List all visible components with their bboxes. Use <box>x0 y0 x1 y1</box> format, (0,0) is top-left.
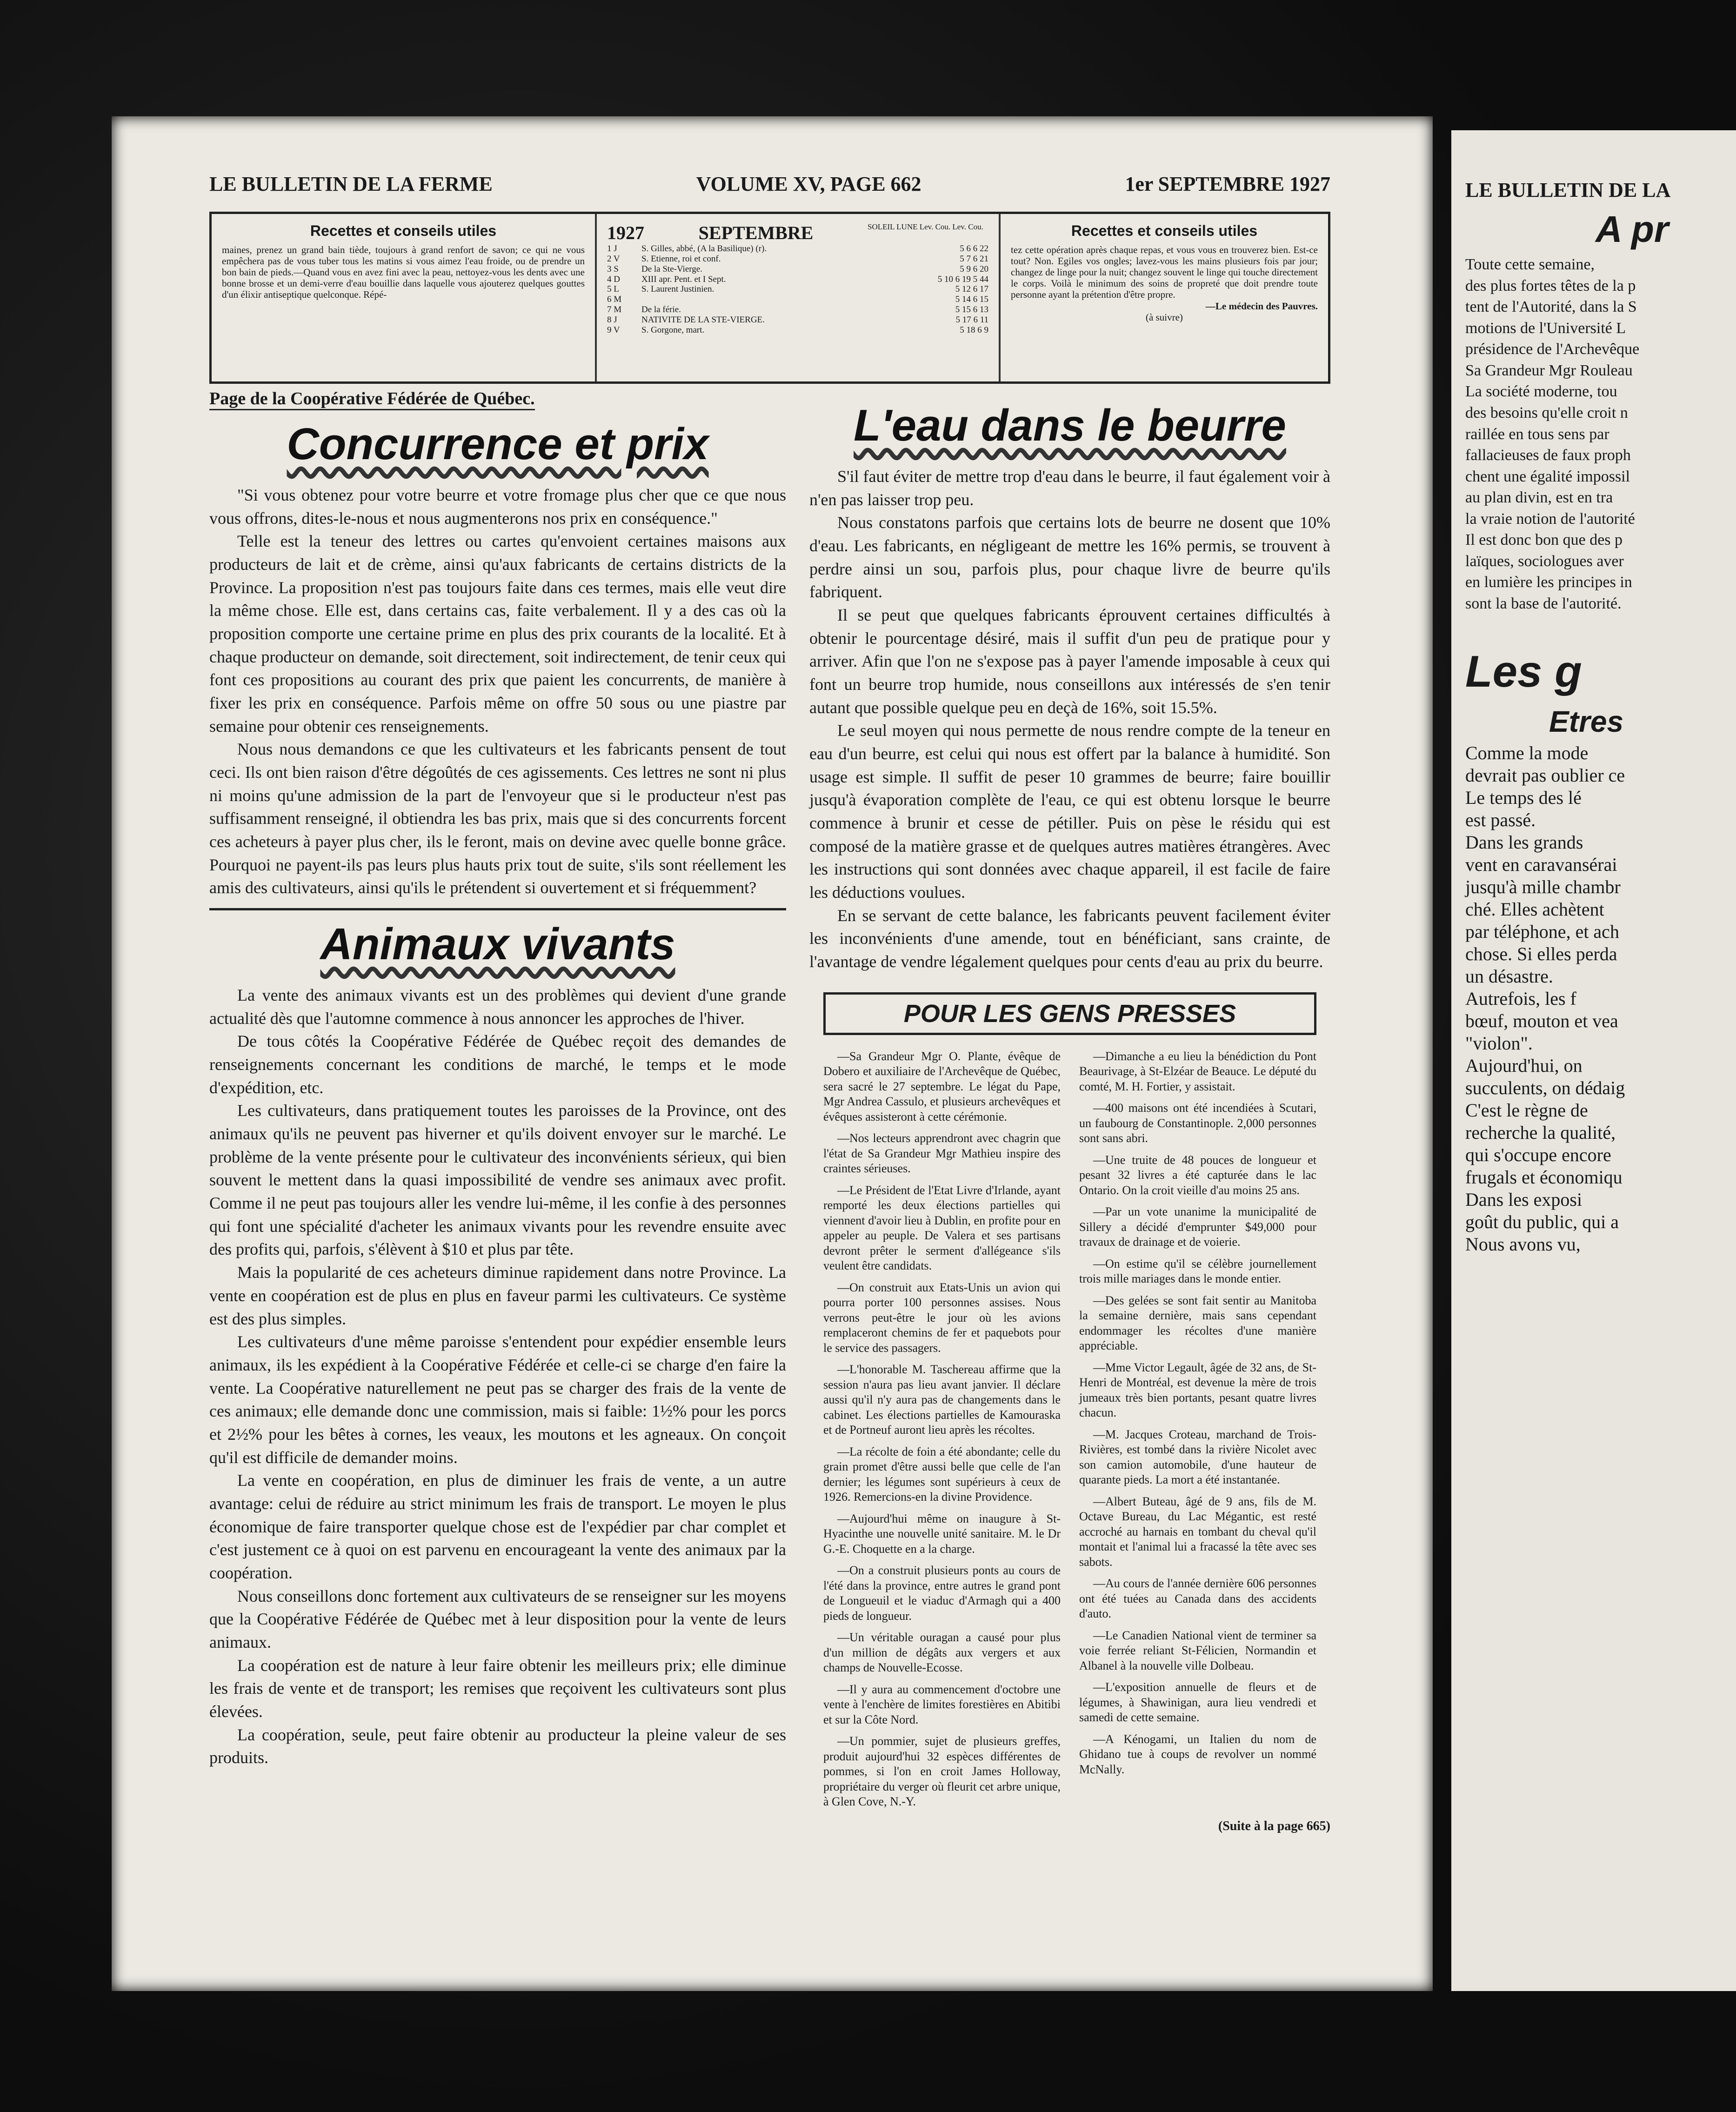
adjacent-line: sont la base de l'autorité. <box>1465 595 1622 612</box>
calendar-saint <box>641 294 951 305</box>
article1-title: Concurrence et prix <box>287 419 709 469</box>
calendar <box>595 214 999 381</box>
calendar-day: 6 M <box>607 294 622 305</box>
recettes-right-signature: —Le médecin des Pauvres. <box>1205 300 1318 312</box>
adjacent-line: bœuf, mouton et vea <box>1465 1010 1618 1031</box>
adjacent-line: devrait pas oublier ce <box>1465 764 1625 786</box>
masthead-date: 1er SEPTEMBRE 1927 <box>1125 173 1330 195</box>
pc1-paragraph: —La récolte de foin a été abondante; celle du grain promet d'être aussi belle que celle de l'an dernier; les légumes sont supérieurs à ceux de 1926. Remercions-en la divine Providence. <box>823 1444 1061 1504</box>
a2-paragraph: De tous côtés la Coopérative Fédérée de Québec reçoit des demandes de renseignements concernant les conditions de marché, le temps et le mode d'expédition, etc. <box>209 1032 786 1097</box>
adjacent-line: Nous avons vu, <box>1465 1233 1581 1255</box>
pc1-paragraph: —On construit aux Etats-Unis un avion qui pourra porter 100 personnes assises. Nous verrons peut-être le jour où les avions remplaceront chemins de fer et paquebots pour le service des passagers. <box>823 1280 1061 1355</box>
pc1-paragraph: —On a construit plusieurs ponts au cours de l'été dans la province, entre autres le grand pont de Longueuil et le viaduc d'Armagh qui a 400 pieds de longueur. <box>823 1564 1061 1623</box>
a2-paragraph: La vente des animaux vivants est un des problèmes qui devient d'une grande actualité dès que l'automne commence à nous annoncer les approches de l'hiver. <box>209 986 786 1028</box>
article3-body <box>809 465 1330 974</box>
recettes-right-title: Recettes et conseils utiles <box>1071 222 1258 239</box>
calendar-day: 3 S <box>607 264 619 274</box>
pc2-paragraph: —400 maisons ont été incendiées à Scutari, un faubourg de Constantinople. 2,000 personnes sont sans abri. <box>1079 1101 1316 1145</box>
article2-body <box>209 984 786 1770</box>
adjacent-line: au plan divin, est en tra <box>1465 489 1613 507</box>
presses-columns <box>809 1049 1330 1816</box>
pc1-paragraph: —Aujourd'hui même on inaugure à St-Hyacinthe une nouvelle unité sanitaire. M. le Dr G.-E. Choquette en a la charge. <box>823 1511 1061 1556</box>
a2-paragraph: La vente en coopération, en plus de diminuer les frais de vente, a un autre avantage: celui de réduire au strict minimum les frais de transport. Le moyen le plus économique de faire transporter quelque chose est de l'expédier par char complet et c'est justement ce à quoi on est parvenu en encourageant la vente des animaux par la coopération. <box>209 1471 786 1582</box>
adjacent-line: Aujourd'hui, on <box>1465 1055 1582 1076</box>
calendar-day: 9 V <box>607 325 620 335</box>
adjacent-line: Toute cette semaine, <box>1465 256 1595 274</box>
adjacent-line: la vraie notion de l'autorité <box>1465 510 1635 528</box>
calendar-month: SEPTEMBRE <box>698 222 814 243</box>
presses-col1 <box>823 1049 1061 1816</box>
pc1-paragraph: —Il y aura au commencement d'octobre une vente à l'enchère de limites forestières en Abitibi et sur la Côte Nord. <box>823 1682 1061 1726</box>
a2-paragraph: Les cultivateurs d'une même paroisse s'entendent pour expédier ensemble leurs animaux, ils les expédient à la Coopérative Fédérée et celle-ci se charge d'en faire la vente. La Coopérative naturellement ne peut pas se charger des frais de la vente de ces animaux; elle demande donc une commission, mais si faible: 1½% pour les porcs et 2½% pour les bêtes à cornes, les veaux, les moutons et les agneaux. On conçoit qu'il est difficile de demander moins. <box>209 1332 786 1467</box>
adjacent-line: par téléphone, et ach <box>1465 921 1619 942</box>
calendar-cols: SOLEIL LUNE Lev. Cou. Lev. Cou. <box>868 222 983 231</box>
adjacent-line: "violon". <box>1465 1032 1533 1054</box>
calendar-times: 5 9 6 20 <box>960 264 988 274</box>
left-column <box>209 414 786 1954</box>
pc2-paragraph: —Le Canadien National vient de terminer sa voie ferrée reliant St-Félicien, Normandin et Albanel à la nouvelle ville Dolbeau. <box>1079 1628 1316 1672</box>
a1-paragraph: Nous nous demandons ce que les cultivateurs et les fabricants pensent de tout ceci. Ils ont bien raison d'être dégoûtés de ces agissements. Ces lettres ne sont ni plus ni moins qu'une admission de la part de l'envoyeur que si le producteur n'est pas suffisamment renseigné, il obtiendra les bas prix, mais que si des concurrents forcent ces acheteurs à payer plus cher, ils le feront, mais on devine avec quelle bonne grâce. Pourquoi ne payent-ils pas leurs plus hauts prix tout de suite, s'ils sont réellement les amis des cultivateurs, ainsi qu'ils le prétendent si ouvertement et si fréquemment? <box>209 740 786 897</box>
a3-paragraph: Le seul moyen qui nous permette de nous rendre compte de la teneur en eau d'un beurre, est celui qui nous est offert par la balance à humidité. Son usage est simple. Il suffit de peser 10 grammes de beurre; faire bouillir jusqu'à évaporation complète de l'eau, ce qui est obtenu lorsque le beurre commence à brunir et cesse de pétiller. Puis on pèse le résidu qui est composé de la matière grasse et de quelques autres matières étrangères. Avec les instructions qui sont données avec chaque appareil, il est facile de faire les déductions voulues. <box>809 721 1330 902</box>
pc2-paragraph: —Par un vote unanime la municipalité de Sillery a décidé d'emprunter $49,000 pour travaux de drainage et de voierie. <box>1079 1205 1316 1249</box>
a3-paragraph: Nous constatons parfois que certains lots de beurre ne dosent que 10% d'eau. Les fabricants, en négligeant de mettre les 16% permis, se trouvent à perdre ainsi un sou, parfois plus, pour chaque livre de beurre qu'ils fabriquent. <box>809 513 1330 602</box>
calendar-row <box>607 264 988 274</box>
adjacent-lines <box>1465 254 1736 614</box>
calendar-times: 5 6 6 22 <box>960 244 988 254</box>
a2-paragraph: La coopération, seule, peut faire obtenir au producteur la pleine valeur de ses produits. <box>209 1725 786 1767</box>
calendar-row <box>607 294 988 305</box>
calendar-rows <box>607 244 988 335</box>
adjacent-line: raillée en tous sens par <box>1465 425 1609 443</box>
pc2-paragraph: —Au cours de l'année dernière 606 personnes ont été tuées au Canada dans des accidents d'auto. <box>1079 1577 1316 1621</box>
right-column <box>809 395 1330 1954</box>
adjacent-line: Sa Grandeur Mgr Rouleau <box>1465 361 1633 379</box>
adjacent-subtitle2: Etres <box>1549 705 1624 739</box>
recettes-left-title: Recettes et conseils utiles <box>310 222 497 239</box>
pc2-paragraph: —Dimanche a eu lieu la bénédiction du Pont Beaurivage, à St-Elzéar de Beauce. Le député du comté, M. H. Fortier, y assistait. <box>1079 1049 1316 1093</box>
adjacent-line: qui s'occupe encore <box>1465 1144 1611 1165</box>
adjacent-line: Autrefois, les f <box>1465 988 1576 1009</box>
adjacent-line: goût du public, qui a <box>1465 1211 1619 1232</box>
pc1-paragraph: —L'honorable M. Taschereau affirme que la session n'aura pas lieu avant janvier. Il déclare aussi qu'il n'y aura pas de changements dans le cabinet. Les élections partielles de Kamouraska et de Portneuf auront lieu après les récoltes. <box>823 1363 1061 1437</box>
adjacent-line: fallacieuses de faux proph <box>1465 447 1631 464</box>
masthead-volume: VOLUME XV, PAGE 662 <box>696 173 921 195</box>
presses-suite: (Suite à la page 665) <box>1218 1818 1330 1833</box>
pc1-paragraph: —Un véritable ouragan a causé pour plus d'un million de dégâts aux vergers et aux champs de Nouvelle-Ecosse. <box>823 1631 1061 1675</box>
calendar-day: 1 J <box>607 244 617 254</box>
recettes-left-text: maines, prenez un grand bain tiède, toujours à grand renfort de savon; ce qui ne vous empêchera pas de vous tuber tous les matins si vous aimez l'eau froide, ou de prendre un bon bain de pieds.—Quand vous en avez fini avec la peau, nettoyez-vous les dents avec une bonne brosse et un demi-verre d'eau bouillie dans laquelle vous ajouterez quelques gouttes d'un élixir antiseptique quelconque. Répé- <box>222 244 585 301</box>
pc2-paragraph: —A Kénogami, un Italien du nom de Ghidano tue à coups de revolver un nommé McNally. <box>1079 1732 1316 1776</box>
top-info-box <box>209 212 1330 384</box>
calendar-row <box>607 305 988 315</box>
adjacent-title: A pr <box>1596 208 1669 250</box>
calendar-saint: S. Gilles, abbé, (A la Basilique) (r). <box>641 244 767 254</box>
pc2-paragraph: —Albert Buteau, âgé de 9 ans, fils de M. Octave Bureau, du Lac Mégantic, est resté accroché au harnais en tombant du cheval qu'il montait et l'animal lui a fracassé la tête avec ses sabots. <box>1079 1494 1316 1569</box>
calendar-times: 5 15 6 13 <box>955 305 988 315</box>
adjacent-line: des plus fortes têtes de la p <box>1465 277 1636 294</box>
adjacent-masthead: LE BULLETIN DE LA <box>1465 179 1671 201</box>
pc1-paragraph: —Nos lecteurs apprendront avec chagrin que l'état de Sa Grandeur Mgr Mathieu inspire des craintes sérieuses. <box>823 1131 1061 1176</box>
calendar-day: 2 V <box>607 254 620 264</box>
calendar-row <box>607 254 988 264</box>
adjacent-page-text <box>1465 130 1736 1256</box>
adjacent-line: en lumière les principes in <box>1465 574 1632 591</box>
article3-title: L'eau dans le beurre <box>854 401 1286 450</box>
article2-title: Animaux vivants <box>320 919 675 969</box>
adjacent-line: succulents, on dédaig <box>1465 1077 1625 1098</box>
adjacent-line: frugals et économiqu <box>1465 1166 1622 1188</box>
recettes-right <box>999 214 1328 381</box>
adjacent-line: Comme la mode <box>1465 742 1589 763</box>
pc2-paragraph: —Une truite de 48 pouces de longueur et pesant 32 livres a été capturée dans le lac Ontario. On la croit vieille d'au moins 25 ans. <box>1079 1153 1316 1197</box>
adjacent-line: Dans les exposi <box>1465 1189 1582 1210</box>
pc2-paragraph: —M. Jacques Croteau, marchand de Trois-Rivières, est tombé dans la rivière Nicolet avec son camion automobile, d'une hauteur de quarante pieds. La mort a été instantanée. <box>1079 1427 1316 1487</box>
a2-paragraph: La coopération est de nature à leur faire obtenir les meilleurs prix; elle diminue les frais de vente et de transport; les remises que reçoivent les cultivateurs sont plus élevées. <box>209 1656 786 1721</box>
a2-paragraph: Mais la popularité de ces acheteurs diminue rapidement dans notre Province. La vente en coopération est de plus en plus en faveur parmi les cultivateurs. Ce système est des plus simples. <box>209 1263 786 1328</box>
adjacent-line: La société moderne, tou <box>1465 383 1617 401</box>
pc1-paragraph: —Un pommier, sujet de plusieurs greffes, produit aujourd'hui 32 espèces différentes de pommes, si l'on en croit James Holloway, propriétaire du verger où fleurit cet arbre unique, à Glen Cove, N.-Y. <box>823 1734 1061 1809</box>
adjacent-line: vent en caravansérai <box>1465 854 1617 875</box>
a1-paragraph: "Si vous obtenez pour votre beurre et votre fromage plus cher que ce que nous vous offrons, dites-le-nous et nous augmenterons nos prix en conséquence." <box>209 486 786 528</box>
calendar-row <box>607 325 988 335</box>
section-rule <box>209 908 786 910</box>
adjacent-line: recherche la qualité, <box>1465 1122 1616 1143</box>
adjacent-lines2 <box>1465 742 1736 1256</box>
calendar-times: 5 12 6 17 <box>955 284 988 294</box>
calendar-saint: S. Laurent Justinien. <box>641 284 714 294</box>
adjacent-line: laïques, sociologues aver <box>1465 552 1624 570</box>
adjacent-line: est passé. <box>1465 809 1536 830</box>
calendar-header <box>607 222 988 244</box>
calendar-times: 5 18 6 9 <box>960 325 988 335</box>
adjacent-line: des besoins qu'elle croit n <box>1465 404 1628 421</box>
calendar-saint: NATIVITE DE LA STE-VIERGE. <box>641 314 765 325</box>
calendar-day: 5 L <box>607 284 619 294</box>
a2-paragraph: Nous conseillons donc fortement aux cultivateurs de se renseigner sur les moyens que la Coopérative Fédérée de Québec met à leur disposition pour la vente de leurs animaux. <box>209 1586 786 1651</box>
calendar-day: 7 M <box>607 305 622 315</box>
calendar-times: 5 7 6 21 <box>960 254 988 264</box>
adjacent-line: tent de l'Autorité, dans la S <box>1465 298 1637 316</box>
calendar-row <box>607 244 988 254</box>
a2-paragraph: Les cultivateurs, dans pratiquement toutes les paroisses de la Province, ont des animaux qu'ils ne peuvent pas hiverner et qu'ils doivent envoyer sur le marché. Le problème de la vente présente pour le cultivateur des inconvénients sérieux, qui bien souvent le mettent dans la quasi impossibilité de vendre ses animaux avec profit. Comme il ne peut pas toujours aller les vendre lui-même, il les confie à des personnes qui font une spécialité d'acheter les animaux vivants pour les revendre ensuite avec des profits qui, parfois, s'élèvent à $10 et plus par tête. <box>209 1101 786 1259</box>
calendar-times: 5 17 6 11 <box>955 314 988 325</box>
adjacent-line: motions de l'Université L <box>1465 319 1626 337</box>
a3-paragraph: En se servant de cette balance, les fabricants peuvent facilement éviter les inconvénients d'une amende, tout en bénéficiant, sans crainte, de l'avantage de vendre légalement quelques pour cents d'eau au prix du beurre. <box>809 906 1330 971</box>
pc1-paragraph: —Sa Grandeur Mgr O. Plante, évêque de Dobero et auxiliaire de l'Archevêque de Québec, sera sacré le 27 septembre. Le légat du Pape, Mgr Andrea Cassulo, et plusieurs archevêques et évêques assisteront à cette cérémonie. <box>823 1049 1061 1123</box>
calendar-saint: De la férie. <box>641 305 681 315</box>
coop-label: Page de la Coopérative Fédérée de Québec. <box>209 388 535 410</box>
adjacent-line: un désastre. <box>1465 965 1553 987</box>
adjacent-title2: Les g <box>1465 647 1582 697</box>
adjacent-page <box>1451 130 1736 1991</box>
pc2-paragraph: —L'exposition annuelle de fleurs et de légumes, à Shawinigan, aura lieu vendredi et samedi de cette semaine. <box>1079 1680 1316 1724</box>
pc2-paragraph: —Des gelées se sont fait sentir au Manitoba la semaine dernière, mais sans cependant endommager les récoltes d'une manière appréciable. <box>1079 1293 1316 1353</box>
adjacent-line: présidence de l'Archevêque <box>1465 341 1640 358</box>
recettes-left <box>212 214 595 381</box>
article1-body <box>209 484 786 900</box>
calendar-row <box>607 284 988 294</box>
adjacent-line: jusqu'à mille chambr <box>1465 876 1621 897</box>
calendar-day: 4 D <box>607 274 620 284</box>
calendar-day: 8 J <box>607 314 617 325</box>
pc2-paragraph: —On estime qu'il se célèbre journellement trois mille mariages dans le monde entier. <box>1079 1257 1316 1286</box>
recettes-right-suivre: (à suivre) <box>1146 311 1183 323</box>
adjacent-line: Il est donc bon que des p <box>1465 531 1623 549</box>
recettes-right-text: tez cette opération après chaque repas, et vous vous en trouverez bien. Est-ce tout? Non. Egiles vos ongles; lavez-vous les mains plusieurs fois par jour; changez de linge pour la nuit; changez souvent le linge qui touche directement le corps. Voilà le minimum des soins de propreté que doit prendre toute personne ayant la prétention d'être propre. <box>1011 244 1318 301</box>
newspaper-page <box>112 116 1433 1991</box>
presses-col2 <box>1079 1049 1316 1816</box>
calendar-year: 1927 <box>607 222 644 243</box>
adjacent-line: C'est le règne de <box>1465 1099 1588 1121</box>
adjacent-line: Le temps des lé <box>1465 787 1582 808</box>
calendar-times: 5 10 6 19 5 44 <box>937 274 988 284</box>
adjacent-line: chent une égalité impossil <box>1465 468 1630 485</box>
a3-paragraph: S'il faut éviter de mettre trop d'eau dans le beurre, il faut également voir à n'en pas laisser trop peu. <box>809 467 1330 509</box>
calendar-saint: XIII apr. Pent. et I Sept. <box>641 274 726 284</box>
masthead <box>209 172 1330 200</box>
presses-title: POUR LES GENS PRESSES <box>823 992 1316 1035</box>
adjacent-line: chose. Si elles perda <box>1465 943 1617 964</box>
calendar-row <box>607 315 988 325</box>
calendar-row <box>607 274 988 285</box>
adjacent-line: ché. Elles achètent <box>1465 898 1604 920</box>
a1-paragraph: Telle est la teneur des lettres ou cartes qu'envoient certaines maisons aux producteurs de lait et de crème, ainsi qu'aux fabricants de certains districts de la Province. La proposition n'est pas toujours faite dans ces termes, mais elle veut dire la même chose. Elle est, dans certains cas, faite verbalement. Il y a des cas où la proposition comporte une certaine prime en plus des prix courants de la localité. Et à chaque producteur on demande, soit directement, soit indirectement, de tenir ceux qui font ces propositions au courant des prix que paient les concurrents, de manière à fixer les prix en conséquence. Parfois même on offre 50 sous ou une piastre par semaine pour obtenir ces renseignements. <box>209 532 786 735</box>
calendar-saint: S. Gorgone, mart. <box>641 325 705 335</box>
pc1-paragraph: —Le Président de l'Etat Livre d'Irlande, ayant remporté les deux élections partielles qui viennent d'avoir lieu à Dublin, en profite pour en appeler au peuple. De Valera et ses partisans devront prêter le serment d'allégeance s'ils veulent être candidats. <box>823 1183 1061 1273</box>
pc2-paragraph: —Mme Victor Legault, âgée de 32 ans, de St-Henri de Montréal, est devenue la mère de trois jumeaux très bien portants, pesant quatre livres chacun. <box>1079 1360 1316 1420</box>
adjacent-line: Dans les grands <box>1465 831 1583 853</box>
calendar-saint: S. Etienne, roi et conf. <box>641 254 721 264</box>
calendar-saint: De la Ste-Vierge. <box>641 264 702 274</box>
calendar-times: 5 14 6 15 <box>955 294 988 305</box>
masthead-title: LE BULLETIN DE LA FERME <box>209 173 493 195</box>
a3-paragraph: Il se peut que quelques fabricants éprouvent certaines difficultés à obtenir le pourcentage désiré, mais il suffit d'un peu de pratique pour y arriver. Afin que l'on ne s'expose pas à payer l'amende imposable à ceux qui font un beurre trop humide, nous conseillons aux intéressés de s'en tenir autant que possible quelque peu en deçà de 16%, soit 15.5%. <box>809 606 1330 717</box>
